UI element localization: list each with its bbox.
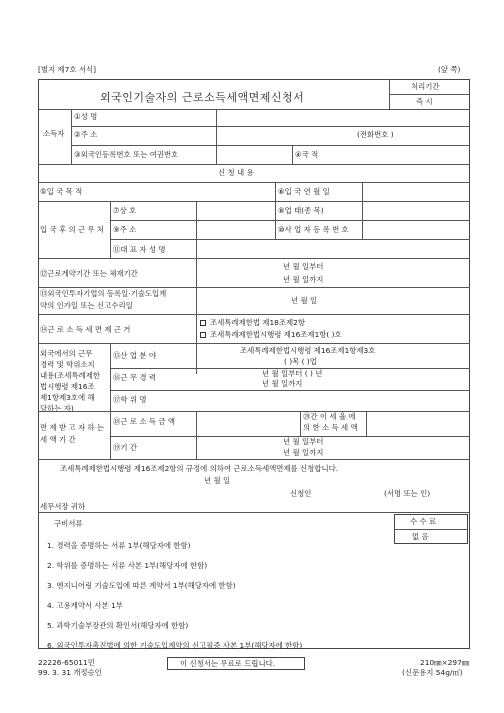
- attachment-item: 2. 학위를 증명하는 서류 사본 1부(해당자에 한함): [47, 561, 208, 570]
- address-label: ②주 소: [74, 130, 98, 139]
- exemption-basis-label: ⑭근 로 소 득 세 면 제 근 거: [40, 325, 131, 334]
- industry-field-line-1: 조세특례제한법시행령 제16조제1항제3호: [240, 346, 376, 355]
- applicant-section-label: 소득자: [43, 129, 65, 138]
- fee-value: 없 음: [412, 532, 429, 541]
- contract-period-label: ⑫근로계약기간 또는 체재기간: [40, 269, 138, 278]
- paper-size: 210㎜×297㎜: [420, 658, 470, 667]
- representative-name-label: ⑪대 표 자 성 명: [113, 245, 166, 254]
- phone-label: (전화번호 ): [357, 130, 394, 139]
- simplified-tax-label-2: 의 한 소 득 세 액: [303, 423, 358, 432]
- attachment-item: 1. 경력을 증명하는 서류 1부(해당자에 한함): [47, 541, 191, 550]
- revision-date: 99. 3. 31 개정승인: [38, 668, 102, 677]
- application-content-header: 신 청 내 용: [218, 168, 254, 177]
- business-reg-number-label: ⑩사 업 자 등 록 번 호: [278, 225, 349, 234]
- registration-date-label-2: 약의 인가일 또는 신고수리일: [40, 301, 133, 310]
- industry-field-line-2: ( )목 ( )업: [284, 357, 317, 366]
- overseas-career-label: 외국에서의 근무 경력 및 학위소지 내용(조세특례제한 법시행령 제16조 제1항제3호에 해 당하는 자): [40, 349, 100, 413]
- form-code: 22226-65011민: [38, 658, 95, 667]
- processing-period-value: 즉 시: [416, 97, 433, 106]
- degree-label: ⑰학 위 명: [113, 395, 147, 404]
- career-start-date: 년 월 일부터 ( ) 년: [262, 369, 323, 378]
- attachment-item: 4. 고용계약서 사본 1부: [47, 601, 123, 610]
- workplace-address-label: ⑨주 소: [113, 225, 137, 234]
- exempt-period-range-label: ⑲기 간: [113, 443, 138, 452]
- free-notice: 이 신청서는 무료로 드립니다.: [180, 659, 276, 668]
- paper-type: (신문용지 54g/㎡): [402, 668, 463, 677]
- business-type-label: ⑧업 태(종 목): [278, 206, 324, 215]
- income-amount-label: ⑱근 로 소 득 금 액: [113, 417, 175, 426]
- exemption-option-2[interactable]: 조세특례제한법시행령 제16조제1항( )호: [200, 331, 342, 338]
- declaration-text: 조세특례제한법시행령 제16조제2항의 규정에 의하여 근로소득세액면제를 신청합니다.: [60, 464, 339, 473]
- industry-field-label: ⑮산 업 분 야: [113, 351, 156, 360]
- attachment-item: 6. 외국인투자촉진법에 의한 기술도입계약의 신고필증 사본 1부(해당자에 한함): [47, 641, 303, 650]
- id-number-label: ③외국인등록번호 또는 여권번호: [74, 150, 179, 159]
- page-side-label: (앞 쪽): [438, 65, 461, 74]
- contract-start-date: 년 월 일부터: [283, 262, 324, 271]
- applicant-label: 신청인: [290, 489, 312, 498]
- form-title: 외국인기술자의 근로소득세액면제신청서: [100, 91, 305, 104]
- name-label: ①성 명: [74, 112, 98, 121]
- attachment-item: 5. 과학기술부장관의 확인서(해당자에 한함): [47, 621, 189, 630]
- attachments-header: 구비서류: [54, 519, 83, 528]
- exempt-period-end: 년 월 일까지: [283, 448, 324, 457]
- entry-date-label: ⑥입 국 연 월 일: [278, 187, 330, 196]
- workplace-section-label: 입 국 후 의 근 무 처: [40, 225, 105, 234]
- attachment-item: 3. 엔지니어링 기술도입에 따른 계약서 1부(해당자에 한함): [47, 581, 236, 590]
- registration-date-value: 년 월 일: [291, 296, 318, 305]
- entry-purpose-label: ⑤입 국 목 적: [40, 187, 83, 196]
- simplified-tax-label-1: ⑳간 이 세 율 에: [303, 412, 356, 421]
- signature-label: (서명 또는 인): [384, 489, 431, 498]
- addressee: 세무서장 귀하: [40, 502, 86, 511]
- fee-label: 수 수 료: [410, 517, 437, 526]
- contract-end-date: 년 월 일까지: [283, 275, 324, 284]
- company-name-label: ⑦상 호: [113, 206, 137, 215]
- nationality-label: ④국 적: [295, 150, 319, 159]
- career-end-date: 년 월 일까지: [262, 379, 303, 388]
- exemption-option-1[interactable]: 조세특례제한법 제18조제2항: [200, 319, 305, 326]
- exempt-period-label-2: 세 액 기 간: [40, 435, 76, 444]
- exempt-period-start: 년 월 일부터: [283, 437, 324, 446]
- checkbox-icon: [200, 332, 206, 338]
- exempt-period-label-1: 면 제 받 고 자 하 는: [40, 423, 105, 432]
- processing-period-label: 처리기간: [411, 82, 440, 91]
- work-career-label: ⑯근 무 경 력: [113, 373, 156, 382]
- declaration-date: 년 월 일: [204, 476, 231, 485]
- form-number: [별지 제7호 서식]: [38, 65, 97, 74]
- registration-date-label-1: ⑬외국인투자기업의 등록일·기술도입계: [40, 289, 167, 298]
- checkbox-icon: [200, 320, 206, 326]
